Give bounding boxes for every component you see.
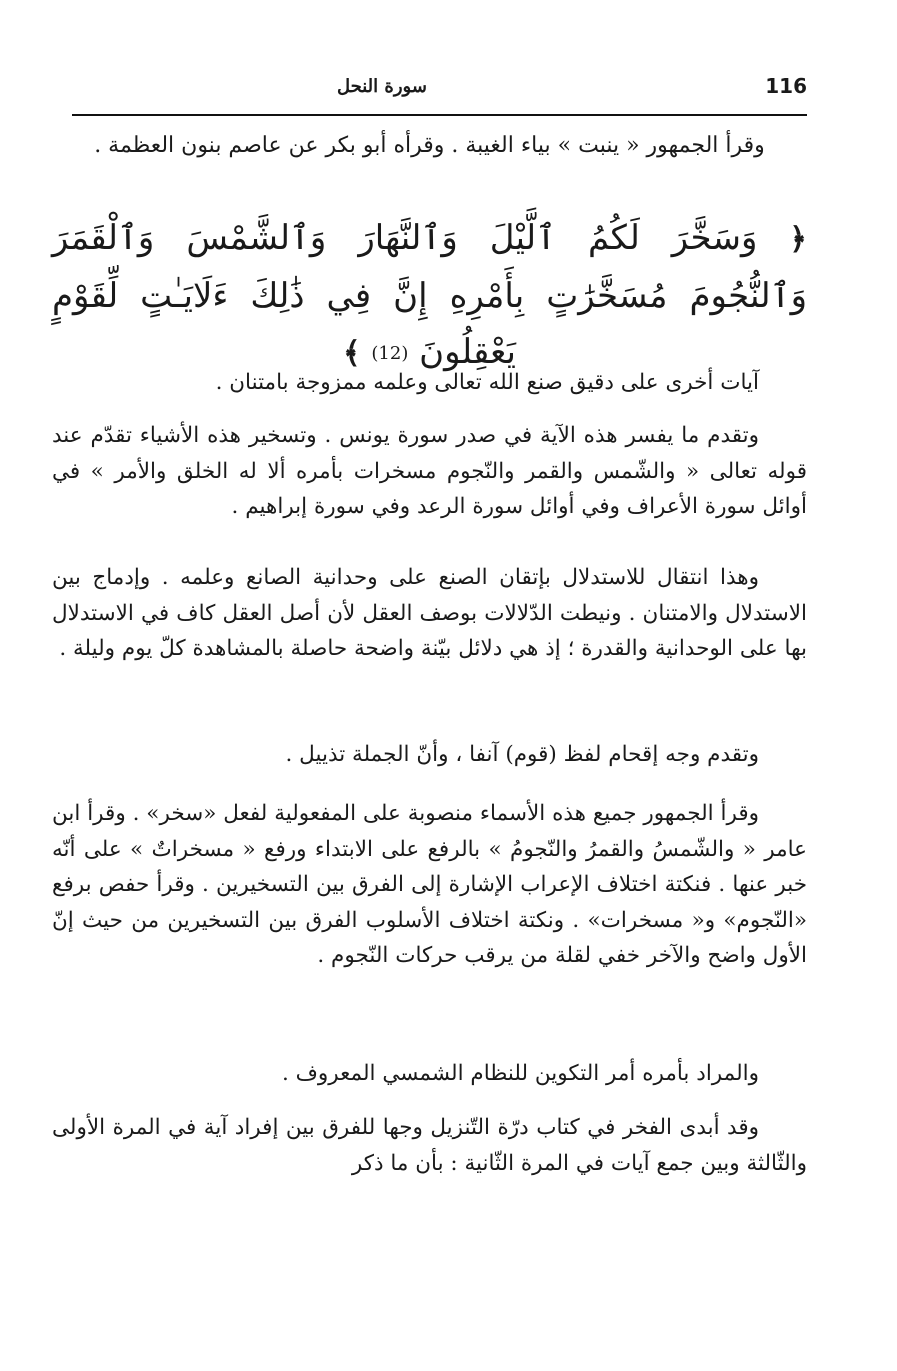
intro-line: وقرأ الجمهور « ينبت » بياء الغيبة . وقرأه أبو بكر عن عاصم بنون العظمة .	[94, 133, 765, 158]
paragraph: وتقدم وجه إقحام لفظ (قوم) آنفا ، وأنّ الجملة تذييل .	[285, 742, 759, 767]
book-page	[52, 60, 807, 1260]
verse-close-bracket: ﴾	[342, 336, 361, 371]
page-header	[62, 70, 807, 106]
paragraph: وهذا انتقال للاستدلال بإتقان الصنع على وحدانية الصانع وعلمه . وإدماج بين الاستدلال والامتنان . ونيطت الدّلالات بوصف العقل لأن أصل العقل كاف في الاستدلال بها على الوحدانية والقدرة ؛ إذ هي دلائل بيّنة واضحة حاصلة بالمشاهدة كلّ يوم وليلة .	[52, 565, 807, 661]
quran-verse	[52, 210, 807, 382]
paragraph: والمراد بأمره أمر التكوين للنظام الشمسي المعروف .	[281, 1061, 759, 1086]
paragraph: وقد أبدى الفخر في كتاب درّة التّنزيل وجها للفرق بين إفراد آية في المرة الأولى والثّالثة وبين جمع آيات في المرة الثّانية : بأن ما ذكر	[52, 1115, 807, 1176]
header-rule	[72, 114, 807, 116]
paragraph: وقرأ الجمهور جميع هذه الأسماء منصوبة على المفعولية لفعل «سخر» . وقرأ ابن عامر « والشّمسُ والقمرُ والنّجومُ » بالرفع على الابتداء ورفع « مسخراتٌ » على أنّه خبر عنها . فنكتة اختلاف الإعراب الإشارة إلى الفرق بين التسخيرين . وقرأ حفص برفع «النّجوم» و« مسخرات» . ونكتة اختلاف الأسلوب الفرق بين التسخيرين من حيث إنّ الأول واضح والآخر خفي لقلة من يرقب حركات النّجوم .	[52, 801, 807, 968]
paragraph: وتقدم ما يفسر هذه الآية في صدر سورة يونس . وتسخير هذه الأشياء تقدّم عند قوله تعالى « والشّمس والقمر والنّجوم مسخرات بأمره ألا له الخلق والأمر » في أوائل سورة الأعراف وفي أوائل سورة الرعد وفي سورة إبراهيم .	[52, 423, 807, 519]
paragraph: آيات أخرى على دقيق صنع الله تعالى وعلمه ممزوجة بامتنان .	[215, 370, 759, 395]
verse-number: (12)	[371, 343, 409, 364]
page-number: 116	[765, 74, 807, 98]
verse-open-bracket: ﴿	[789, 222, 807, 257]
verse-text: وَسَخَّرَ لَكُمُ ٱلَّيْلَ وَٱلنَّهَارَ وَٱلشَّمْسَ وَٱلْقَمَرَ وَٱلنُّجُومَ مُسَخَّرَٰتٍ بِأَمْرِهِ إِنَّ فِي ذَٰلِكَ ءَلَايَـٰتٍ لِّقَوْمٍ يَعْقِلُونَ	[52, 218, 807, 372]
running-title: سورة النحل	[337, 76, 427, 97]
